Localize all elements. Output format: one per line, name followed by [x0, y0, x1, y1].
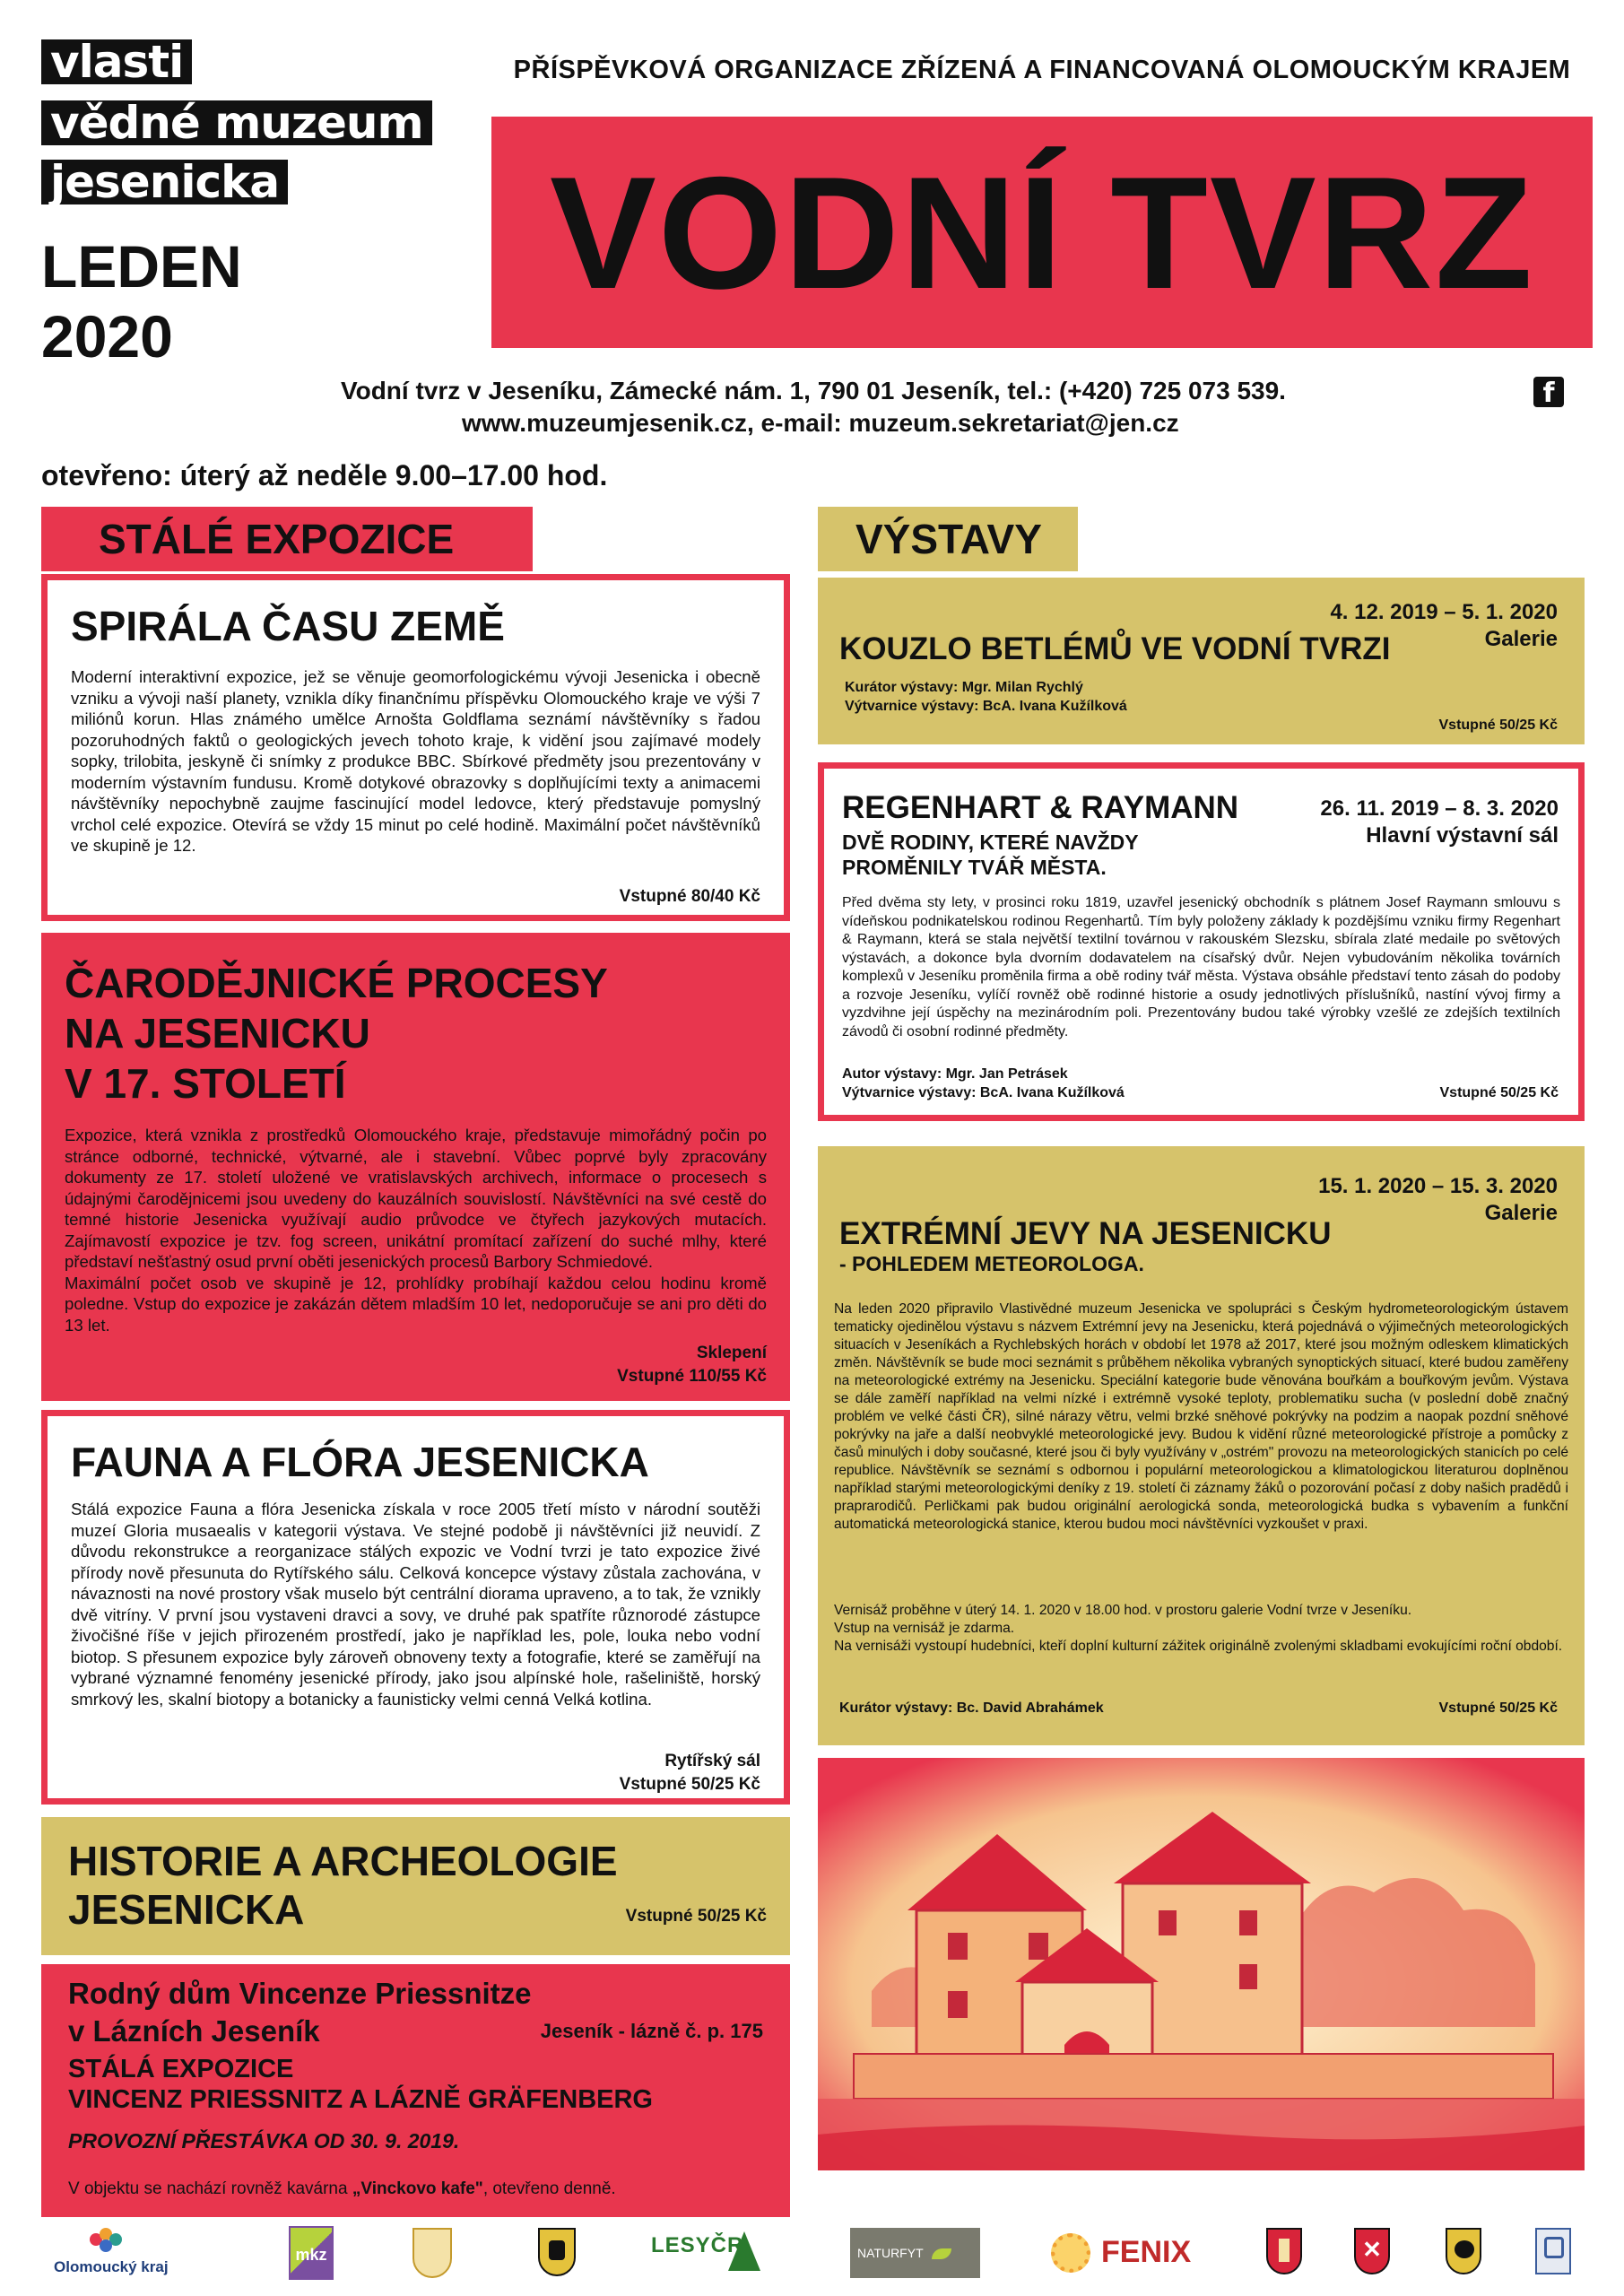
fauna-place: Rytířský sál — [664, 1752, 760, 1770]
spirala-title: SPIRÁLA ČASU ZEMĚ — [71, 603, 505, 649]
extremni-date-text: 15. 1. 2020 – 15. 3. 2020 — [1318, 1174, 1558, 1198]
regenhart-price: Vstupné 50/25 Kč — [1439, 1085, 1559, 1100]
regenhart-place: Hlavní výstavní sál — [1366, 823, 1559, 848]
leaf-icon — [932, 2248, 951, 2259]
regenhart-credits — [842, 1065, 1125, 1102]
carodejnice-title-2: NA JESENICKU — [65, 1010, 370, 1057]
regenhart-date — [1320, 796, 1559, 849]
regenhart-subtitle-2: PROMĚNILY TVÁŘ MĚSTA. — [842, 856, 1107, 879]
priessnitz-title-2: v Lázních Jeseník — [68, 2014, 320, 2048]
extremni-vernisage — [834, 1602, 1568, 1656]
year-label: 2020 — [41, 303, 173, 370]
town-crest-2-icon: ✕ — [1354, 2228, 1390, 2274]
extremni-date — [1318, 1173, 1558, 1227]
fenix-sun-icon — [1051, 2233, 1090, 2273]
regenhart-title: REGENHART & RAYMANN — [842, 790, 1239, 825]
web-line[interactable]: www.muzeumjesenik.cz, e-mail: muzeum.sekretariat@jen.cz — [462, 409, 1179, 437]
facebook-icon[interactable]: f — [1533, 377, 1564, 407]
castle-drawing — [818, 1758, 1585, 2170]
priessnitz-sub-2: VINCENZ PRIESSNITZ A LÁZNĚ GRÄFENBERG — [68, 2085, 653, 2114]
historie-card — [41, 1817, 790, 1955]
fauna-title: FAUNA A FLÓRA JESENICKA — [71, 1439, 649, 1485]
address-line: Vodní tvrz v Jeseníku, Zámecké nám. 1, 790 01 Jeseník, tel.: (+420) 725 073 539. — [341, 377, 1286, 404]
olomoucky-icon — [90, 2228, 122, 2253]
carodejnice-price: Vstupné 110/55 Kč — [617, 1367, 767, 1386]
priessnitz-card — [41, 1964, 790, 2217]
priessnitz-notice: PROVOZNÍ PŘESTÁVKA OD 30. 9. 2019. — [68, 2129, 460, 2152]
extremni-free: Vstup na vernisáž je zdarma. — [834, 1621, 1015, 1636]
logo-line-1: vlasti — [41, 39, 192, 84]
month-label: LEDEN — [41, 233, 242, 300]
spirala-price: Vstupné 80/40 Kč — [619, 887, 760, 906]
carodejnice-text-2: Maximální počet osob ve skupině je 12, prohlídky probíhají každou celou hodinu kromě poledne. Vstup do expozice je zakázán dětem mladším 10 let, nedoporučuje se ani pro děti do 13 let. — [65, 1273, 767, 1335]
regenhart-designer: Výtvarnice výstavy: BcA. Ivana Kužílková — [842, 1085, 1125, 1100]
kouzlo-place: Galerie — [1484, 627, 1558, 651]
kouzlo-credits — [845, 678, 1127, 716]
region-logo-icon — [1535, 2228, 1571, 2274]
priessnitz-sub — [68, 2054, 653, 2115]
town-crest-3-icon — [1446, 2228, 1481, 2274]
fenix-logo: FENIX — [1101, 2235, 1192, 2269]
opening-hours: otevřeno: úterý až neděle 9.00–17.00 hod. — [41, 459, 608, 491]
carodejnice-place: Sklepení — [696, 1344, 767, 1362]
kouzlo-card — [818, 578, 1585, 744]
regenhart-subtitle — [842, 830, 1139, 880]
lesycr-logo: LESYČR — [651, 2233, 744, 2257]
title-banner — [491, 117, 1593, 348]
regenhart-author: Autor výstavy: Mgr. Jan Petrásek — [842, 1066, 1068, 1082]
carodejnice-title-1: ČARODĚJNICKÉ PROCESY — [65, 960, 608, 1006]
kouzlo-price: Vstupné 50/25 Kč — [1438, 718, 1558, 733]
carodejnice-text: Expozice, která vznikla z prostředků Olomouckého kraje, představuje mimořádný počin po stránce odborné, technické, výtvarné, ale i stavební. Vůbec poprvé byly zpracovány dokumenty ze 17. století uložené ve vratislavských archivech, informace o procesech s údajnými čarodějnicemi jsou uvedeny do kauzálních souvislostí. Návštěvníci na své cestě do temné historie Jesenicka využívají audio průvodce ve čtyřech jazykových mutacích. Zajímavostí expozice je tzv. fog screen, unikátní promítací zařízení do suché mlhy, které představí nešťastný osud první oběti jesenických procesů Barbory Schmiedové. — [65, 1126, 767, 1271]
regenhart-subtitle-1: DVĚ RODINY, KTERÉ NAVŽDY — [842, 831, 1139, 854]
extremni-place: Galerie — [1484, 1201, 1558, 1225]
priessnitz-note-post: , otevřeno denně. — [482, 2179, 616, 2198]
permanent-heading — [41, 507, 533, 571]
castle-illustration — [818, 1758, 1585, 2170]
extremni-subtitle: - POHLEDEM METEOROLOGA. — [839, 1252, 1144, 1275]
priessnitz-note-pre: V objektu se nachází rovněž kavárna — [68, 2179, 352, 2198]
priessnitz-sub-1: STÁLÁ EXPOZICE — [68, 2055, 294, 2083]
extremni-curator: Kurátor výstavy: Bc. David Abrahámek — [839, 1700, 1104, 1716]
permanent-heading-text: STÁLÉ EXPOZICE — [99, 516, 455, 562]
extremni-title: EXTRÉMNÍ JEVY NA JESENICKU — [839, 1216, 1332, 1251]
naturfyt-text: NATURFYT — [857, 2246, 924, 2260]
carodejnice-title — [65, 958, 767, 1109]
priessnitz-note-bold: „Vinckovo kafe" — [352, 2179, 483, 2198]
eagle-shield-icon — [538, 2228, 576, 2276]
priessnitz-title — [68, 1975, 532, 2050]
spirala-text: Moderní interaktivní expozice, jež se věnuje geomorfologickému vývoji Jesenicka i obecně vzniku a vývoji naší planety, vznikla díky finančnímu příspěvku Olomouckého kraje ve výši 7 miliónů korun. Hlas známého umělce Arnošta Goldflama seznámí návštěvníky s řadou pozoruhodných faktů o geologických jevech tohoto kraje, k vidění jsou zajímavé modely sopky, trilobita, jeskyně či snímky z produkce BBC. Sbírkové předměty jsou prezentovány v moderním výstavním fundusu. Kromě dotykové obrazovky s doplňujícími texty a animacemi návštěvníky nepochybně zaujme fascinující model ledovce, který představuje pomyslný vrchol celé expozice. Otevírá se vždy 15 minut po celé hodině. Maximální počet návštěvníků ve skupině je 12. — [71, 667, 760, 855]
logo-line-3: jesenicka — [41, 160, 288, 204]
exhibitions-heading — [818, 507, 1078, 571]
priessnitz-address: Jeseník - lázně č. p. 175 — [540, 2020, 763, 2042]
lesycr-tree-icon — [728, 2231, 760, 2271]
spirala-card — [41, 574, 790, 921]
extremni-vernisage-text: Vernisáž proběhne v úterý 14. 1. 2020 v 18.00 hod. v prostoru galerie Vodní tvrze v Jeseníku. — [834, 1603, 1412, 1618]
olomoucky-logo — [54, 2228, 202, 2282]
priessnitz-title-1: Rodný dům Vincenze Priessnitze — [68, 1977, 532, 2010]
exhibitions-heading-text: VÝSTAVY — [855, 516, 1042, 562]
fauna-price: Vstupné 50/25 Kč — [619, 1775, 760, 1794]
kouzlo-designer: Výtvarnice výstavy: BcA. Ivana Kužílková — [845, 699, 1127, 714]
kouzlo-title: KOUZLO BETLÉMŮ VE VODNÍ TVRZI — [839, 631, 1391, 666]
naturfyt-logo — [850, 2228, 980, 2278]
org-line: PŘÍSPĚVKOVÁ ORGANIZACE ZŘÍZENÁ A FINANCOVANÁ OLOMOUCKÝM KRAJEM — [513, 56, 1571, 84]
extremni-text: Na leden 2020 připravilo Vlastivědné muzeum Jesenicka ve spolupráci s Českým hydrometeorologickým ústavem tematicky ojedinělou výstavu s názvem Extrémní jevy na Jesenicku, která pojednává o výjimečných meteorologických situacích v Jeseníkách a Rychlebských horách v období let 1978 až 2017, které jsou možným odleskem klimatických změn. Návštěvník se bude moci seznámit s průběhem několika vybraných synoptických situací, které budou zaměřeny na meteorologické extrémy na Jesenicku. Speciální kategorie bude věnována bouřkám a bouřkovým jevům. Výstava se dále zaměří například na velmi nízké i extrémně vysoké teploty, problematiku sucha (v poslední době značný problém ve velké části ČR), silné nárazy větru, velmi brzké sněhové pokrývky na podzim a naopak pozdní sněhové pokrývky na jaře a další neobvyklé meteorologické jevy. Budou k vidění různé meteorologické přístroje a pomůcky z časů minulých i doby současné, které jsou či byly využívány v „ostrém" provozu na meteorologických stanicích po celé republice. Návštěvník se seznámí s odbornou i populární meteorologickou a klimatologickou literaturou doplněnou například starými meteorologickými deníky z 19. století či záznamy žáků o pozorování počasí z doby našich pradědů i praprarodičů. Perličkami pak budou originální aerologická sonda, meteorologická budka s vybavením a funkční automatická meteorologická stanice, kterou budou moci návštěvníci vyzkoušet v praxi. — [834, 1301, 1568, 1532]
priessnitz-note — [68, 2179, 616, 2199]
extremni-music: Na vernisáži vystoupí hudebníci, kteří doplní kulturní zážitek originálně zvolenými skladbami evokujícími roční období. — [834, 1639, 1563, 1654]
extremni-price: Vstupné 50/25 Kč — [1438, 1700, 1558, 1716]
regenhart-text: Před dvěma sty lety, v prosinci roku 1819, uzavřel jesenický obchodník s plátnem Josef Raymann smlouvu s vídeňskou podnikatelskou rodinou Regenhartů. Tím byly položeny základy k pozdějšímu vzniku firmy Regenhart & Raymann, která se stala největší textilní továrnou v rakouském Slezsku, sbírala zlaté medaile po světových výstavách, a dokonce byla dvorním dodavatelem na císařský dvůr. Nejen vybudováním několika továrních komplexů v Jeseníku proměnila firma a obě rodiny tvář města. Výstava obsáhle představí tento zásah do podoby a rozvoje Jeseníku, vylíčí rovněž obě rodinné historie a osudy jednotlivých příslušníků, nastíní vývoj firmy a vyzdvihne její úspěchy na mezinárodním poli. Prezentovány budou také výrobky vzešlé ze zdejších textilních závodů či osobní rodinné předměty. — [842, 895, 1560, 1039]
historie-title-2: JESENICKA — [68, 1886, 305, 1933]
regenhart-card — [818, 762, 1585, 1121]
kouzlo-date-text: 4. 12. 2019 – 5. 1. 2020 — [1330, 600, 1558, 624]
fauna-text: Stálá expozice Fauna a flóra Jesenicka získala v roce 2005 třetí místo v národní soutěži muzeí Gloria musaealis v kategorii výstava. Ve stejné podobě ji návštěvníci již neuvidí. Z důvodu rekonstrukce a reorganizace stálých expozic ve Vodní tvrzi je tato expozice živé přírody nově přesunuta do Rytířského sálu. Celková koncepce výstavy zůstala zachována, v návaznosti na nové prostory však muselo být centrální diorama upraveno, a to tak, že vznikly dvě vitríny. V první jsou vystaveni dravci a sovy, ve druhé pak spatříte různorodé zástupce živočišné říše v jejich přirozeném prostředí, jako je například les, pole, louka nebo vodní biotop. S přesunem expozice byly zároveň obnoveny texty a fotografie, které se zaměřují na vybrané významné fenomény jesenické přírody, jako jsou alpínské hole, rašeliniště, horský smrkový les, skalní biotopy a botanicky a faunisticky velmi cenná Velká kotlina. — [71, 1500, 760, 1709]
page-title: VODNÍ TVRZ — [550, 143, 1534, 322]
historie-title-1: HISTORIE A ARCHEOLOGIE — [68, 1838, 618, 1884]
historie-title — [68, 1837, 618, 1934]
logo-line-2: vědné muzeum — [41, 100, 432, 145]
mkz-logo: mkz — [289, 2226, 334, 2280]
fauna-card — [41, 1410, 790, 1805]
historie-price: Vstupné 50/25 Kč — [625, 1907, 767, 1926]
town-crest-1-icon — [1266, 2228, 1302, 2274]
regenhart-date-text: 26. 11. 2019 – 8. 3. 2020 — [1320, 796, 1559, 821]
extremni-card — [818, 1146, 1585, 1745]
coat-of-arms-icon — [413, 2228, 452, 2278]
kouzlo-curator: Kurátor výstavy: Mgr. Milan Rychlý — [845, 680, 1083, 695]
olomoucky-text: Olomoucký kraj — [54, 2258, 169, 2275]
carodejnice-card — [41, 933, 790, 1401]
carodejnice-title-3: V 17. STOLETÍ — [65, 1060, 346, 1107]
